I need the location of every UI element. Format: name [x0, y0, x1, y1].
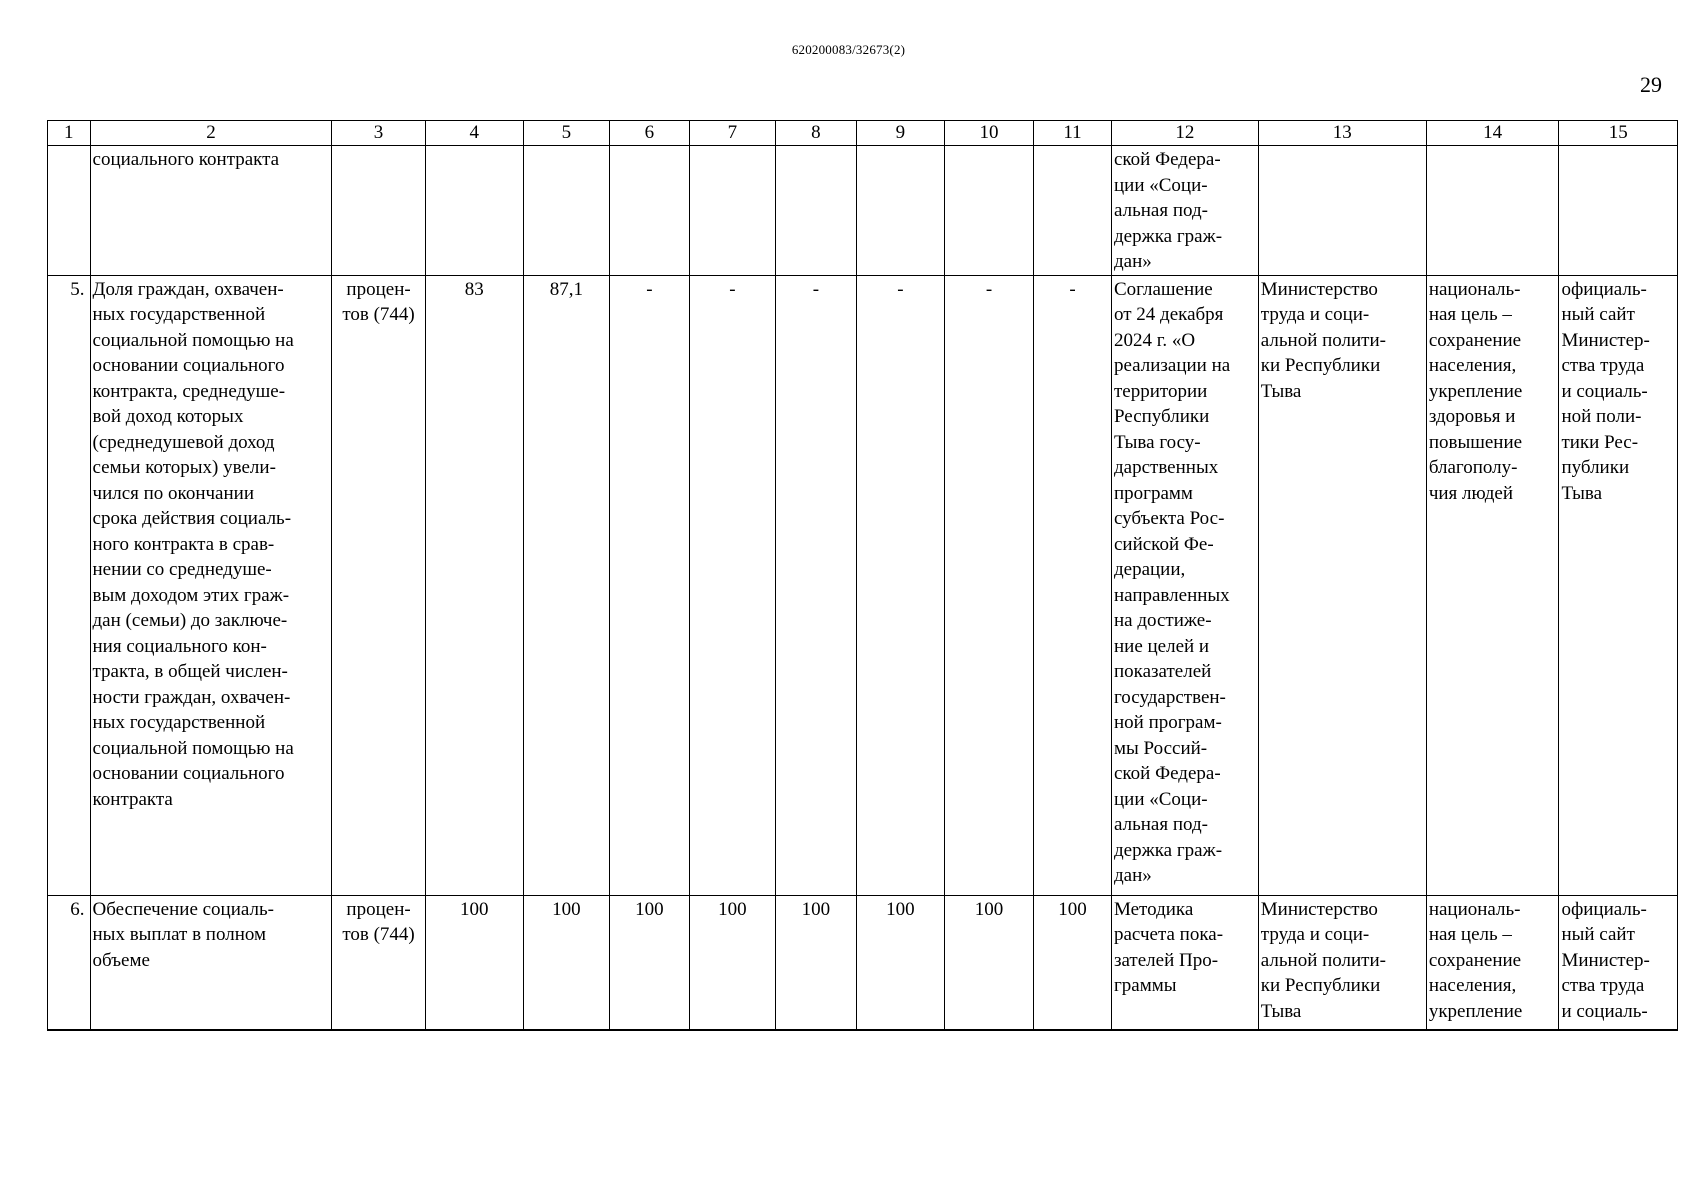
- cell: [332, 146, 425, 276]
- text-line: вой доход которых: [92, 406, 244, 427]
- text-line: социального контракта: [92, 149, 280, 170]
- text-line: ской Федера-: [1113, 149, 1221, 170]
- cell: [523, 146, 609, 276]
- table-row: [48, 146, 1678, 276]
- text-line: Тыва: [1260, 380, 1302, 402]
- text-line: тракта, в общей числен-: [92, 661, 288, 682]
- text-line: ных государственной: [92, 712, 266, 733]
- column-header: 3: [332, 121, 425, 146]
- text-line: альная под-: [1113, 814, 1208, 835]
- text-line: Министер-: [1561, 949, 1650, 971]
- text-line: от 24 декабря: [1113, 304, 1224, 325]
- text-line: укрепление: [1428, 1000, 1523, 1022]
- text-line: ние целей и: [1113, 635, 1210, 657]
- text-line: ный сайт: [1561, 304, 1635, 325]
- cell-number: 6.: [48, 895, 91, 1030]
- cell: [1426, 146, 1559, 276]
- text-line: социальной помощью на: [92, 737, 294, 759]
- text-line: срока действия социаль-: [92, 508, 292, 529]
- text-line: альной полити-: [1260, 329, 1386, 351]
- text-line: сохранение: [1428, 329, 1522, 351]
- text-line: (среднедушевой доход: [92, 431, 275, 453]
- cell-responsible: [1258, 895, 1426, 1030]
- cell-indicator-name: [90, 895, 332, 1030]
- cell-value: 100: [1034, 895, 1112, 1030]
- text-line: ства труда: [1561, 975, 1645, 996]
- text-line: ки Республики: [1260, 355, 1381, 376]
- text-line: ная цель –: [1428, 924, 1512, 945]
- column-header: 2: [90, 121, 332, 146]
- cell-number: 5.: [48, 275, 91, 895]
- text-line: семьи которых) увели-: [92, 457, 276, 478]
- cell: [856, 146, 944, 276]
- column-header: 1: [48, 121, 91, 146]
- cell-value: -: [856, 275, 944, 895]
- cell: [1559, 146, 1678, 276]
- text-line: направленных: [1113, 584, 1230, 606]
- text-line: труда и соци-: [1260, 924, 1370, 945]
- text-line: процен-: [346, 278, 411, 300]
- text-line: Методика: [1113, 898, 1194, 920]
- cell-basis-document: [1111, 146, 1258, 276]
- text-line: Тыва госу-: [1113, 431, 1201, 453]
- cell-national-goal: [1426, 895, 1559, 1030]
- text-line: труда и соци-: [1260, 304, 1370, 325]
- text-line: дарственных: [1113, 457, 1219, 478]
- column-header: 8: [775, 121, 856, 146]
- text-line: основании социального: [92, 763, 285, 784]
- text-line: расчета пока-: [1113, 924, 1224, 945]
- cell-unit: [332, 895, 425, 1030]
- indicators-table: [47, 120, 1678, 1031]
- text-line: благополу-: [1428, 457, 1518, 478]
- text-line: ных выплат в полном: [92, 924, 267, 945]
- text-line: тов (744): [342, 304, 415, 325]
- text-line: ной програм-: [1113, 712, 1222, 733]
- text-line: граммы: [1113, 975, 1177, 996]
- text-line: сохранение: [1428, 949, 1522, 971]
- text-line: Министерство: [1260, 898, 1378, 920]
- column-header: 5: [523, 121, 609, 146]
- cell-value: 100: [775, 895, 856, 1030]
- text-line: нении со среднедуше-: [92, 559, 272, 580]
- column-header: 11: [1034, 121, 1112, 146]
- cell-value: 100: [425, 895, 523, 1030]
- text-line: ный сайт: [1561, 924, 1635, 945]
- text-line: чия людей: [1428, 482, 1514, 504]
- text-line: реализации на: [1113, 355, 1231, 376]
- text-line: Министер-: [1561, 329, 1650, 351]
- column-header: 9: [856, 121, 944, 146]
- cell-responsible: [1258, 275, 1426, 895]
- cell-value: 100: [609, 895, 689, 1030]
- text-line: сийской Фе-: [1113, 533, 1214, 555]
- text-line: официаль-: [1561, 278, 1647, 300]
- text-line: процен-: [346, 898, 411, 920]
- text-line: населения,: [1428, 355, 1517, 376]
- cell-value: 83: [425, 275, 523, 895]
- cell-source: [1559, 275, 1678, 895]
- text-line: ности граждан, охвачен-: [92, 686, 291, 708]
- text-line: ки Республики: [1260, 975, 1381, 996]
- text-line: программ: [1113, 482, 1193, 504]
- text-line: чился по окончании: [92, 482, 254, 504]
- text-line: тов (744): [342, 924, 415, 945]
- cell: [1258, 146, 1426, 276]
- text-line: субъекта Рос-: [1113, 508, 1225, 529]
- cell-value: -: [609, 275, 689, 895]
- text-line: 2024 г. «О: [1113, 329, 1196, 351]
- table-row: [48, 895, 1678, 1030]
- text-line: ния социального кон-: [92, 635, 267, 657]
- text-line: ной поли-: [1561, 406, 1642, 427]
- cell-indicator-name: [90, 275, 332, 895]
- column-header: 13: [1258, 121, 1426, 146]
- text-line: альной полити-: [1260, 949, 1386, 971]
- text-line: публики: [1561, 457, 1630, 478]
- text-line: ции «Соци-: [1113, 174, 1208, 196]
- table-header-row: [48, 121, 1678, 146]
- text-line: повышение: [1428, 431, 1523, 453]
- text-line: вым доходом этих граж-: [92, 584, 290, 606]
- cell-value: 100: [689, 895, 775, 1030]
- page-number: 29: [1640, 72, 1662, 97]
- text-line: Соглашение: [1113, 278, 1213, 300]
- text-line: социальной помощью на: [92, 329, 294, 351]
- text-line: националь-: [1428, 278, 1521, 300]
- column-header: 6: [609, 121, 689, 146]
- text-line: ных государственной: [92, 304, 266, 325]
- table-row: [48, 275, 1678, 895]
- text-line: государствен-: [1113, 686, 1226, 708]
- text-line: Республики: [1113, 406, 1210, 427]
- cell-value: 100: [523, 895, 609, 1030]
- column-header: 14: [1426, 121, 1559, 146]
- text-line: дан»: [1113, 251, 1152, 272]
- text-line: Доля граждан, охвачен-: [92, 278, 284, 300]
- cell: [425, 146, 523, 276]
- cell-national-goal: [1426, 275, 1559, 895]
- text-line: контракта: [92, 788, 173, 810]
- cell: [775, 146, 856, 276]
- text-line: держка граж-: [1113, 225, 1223, 247]
- column-header: 7: [689, 121, 775, 146]
- text-line: ства труда: [1561, 355, 1645, 376]
- cell-value: -: [689, 275, 775, 895]
- text-line: на достиже-: [1113, 610, 1212, 631]
- text-line: националь-: [1428, 898, 1521, 920]
- cell-indicator-name: [90, 146, 332, 276]
- cell-unit: [332, 275, 425, 895]
- text-line: ции «Соци-: [1113, 788, 1208, 810]
- cell-value: 100: [944, 895, 1033, 1030]
- column-header: 4: [425, 121, 523, 146]
- text-line: и социаль-: [1561, 1000, 1648, 1022]
- text-line: контракта, среднедуше-: [92, 380, 286, 402]
- text-line: и социаль-: [1561, 380, 1648, 402]
- text-line: ного контракта в срав-: [92, 533, 275, 555]
- text-line: тики Рес-: [1561, 431, 1639, 453]
- document-id: 620200083/32673(2): [791, 42, 906, 57]
- text-line: здоровья и: [1428, 406, 1516, 427]
- text-line: официаль-: [1561, 898, 1647, 920]
- cell: [1034, 146, 1112, 276]
- text-line: Министерство: [1260, 278, 1378, 300]
- text-line: Обеспечение социаль-: [92, 898, 274, 920]
- text-line: держка граж-: [1113, 839, 1223, 861]
- cell-value: -: [944, 275, 1033, 895]
- cell-value: -: [775, 275, 856, 895]
- column-header: 15: [1559, 121, 1678, 146]
- text-line: населения,: [1428, 975, 1517, 996]
- cell-value: -: [1034, 275, 1112, 895]
- text-line: Тыва: [1260, 1000, 1302, 1022]
- text-line: укрепление: [1428, 380, 1523, 402]
- cell: [944, 146, 1033, 276]
- cell-number: [48, 146, 91, 276]
- cell-source: [1559, 895, 1678, 1030]
- text-line: Тыва: [1561, 482, 1603, 504]
- column-header: 10: [944, 121, 1033, 146]
- cell: [689, 146, 775, 276]
- cell-basis-document: [1111, 275, 1258, 895]
- text-line: дан (семьи) до заключе-: [92, 610, 288, 631]
- text-line: зателей Про-: [1113, 949, 1219, 971]
- cell-basis-document: [1111, 895, 1258, 1030]
- text-line: объеме: [92, 949, 150, 971]
- text-line: показателей: [1113, 661, 1212, 682]
- text-line: ная цель –: [1428, 304, 1512, 325]
- cell: [609, 146, 689, 276]
- text-line: основании социального: [92, 355, 285, 376]
- text-line: территории: [1113, 380, 1208, 402]
- cell-value: 87,1: [523, 275, 609, 895]
- text-line: альная под-: [1113, 200, 1208, 221]
- cell-value: 100: [856, 895, 944, 1030]
- column-header: 12: [1111, 121, 1258, 146]
- text-line: дан»: [1113, 865, 1152, 886]
- text-line: ской Федера-: [1113, 763, 1221, 784]
- text-line: дерации,: [1113, 559, 1186, 580]
- text-line: мы Россий-: [1113, 737, 1208, 759]
